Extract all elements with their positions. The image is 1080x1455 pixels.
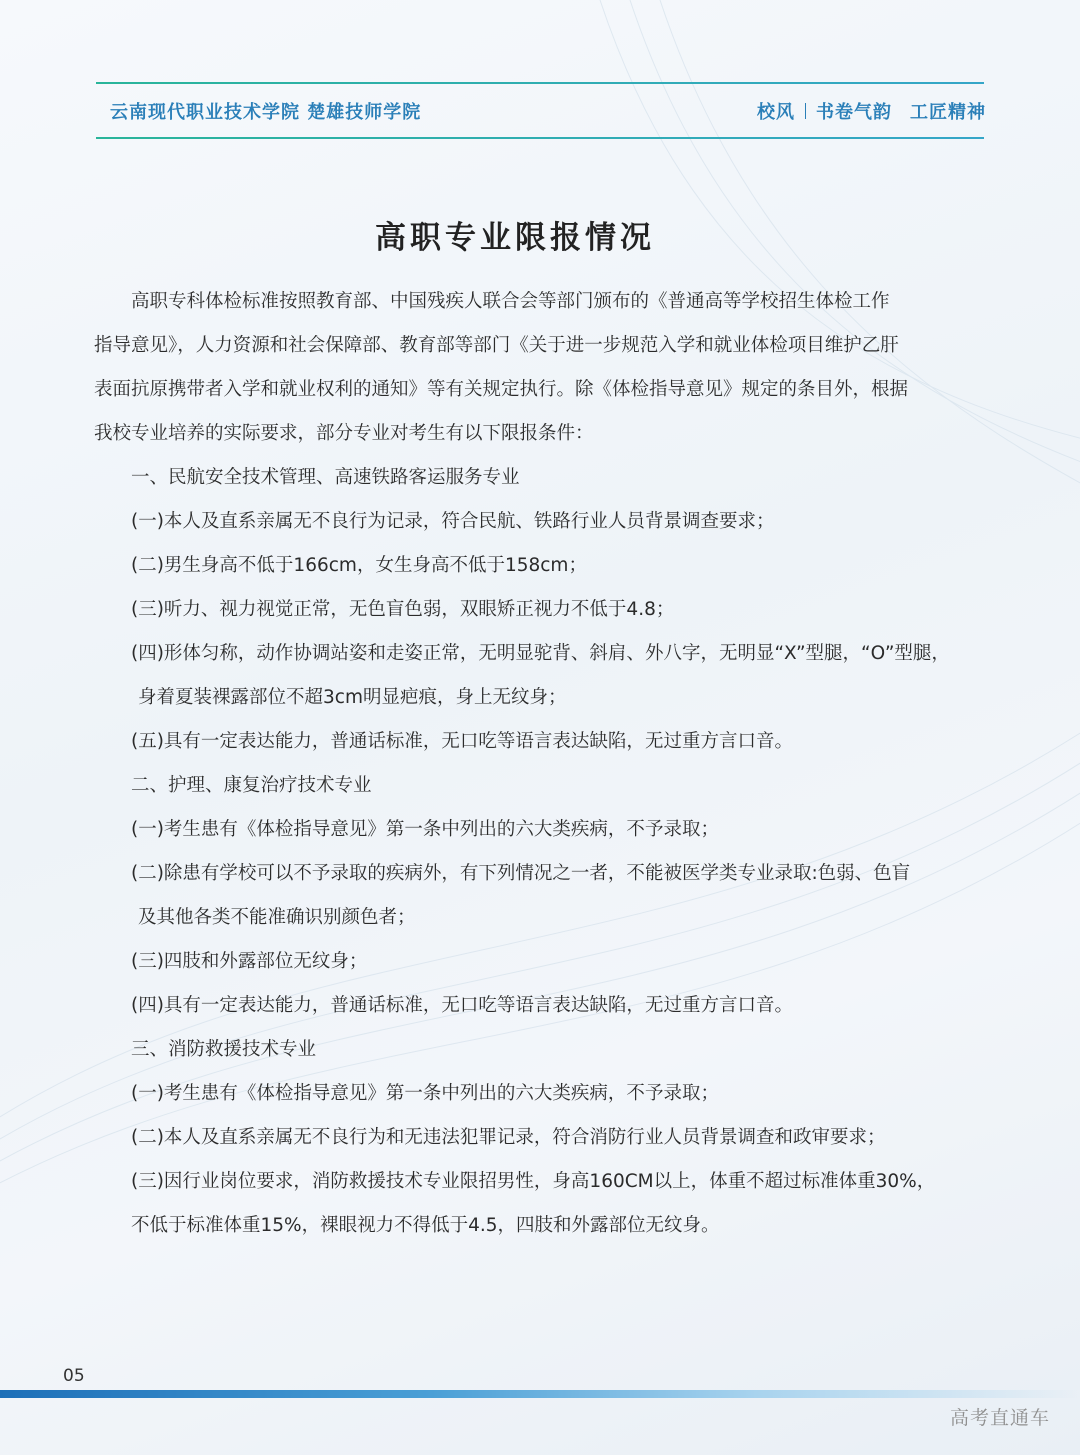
list-item-continuation: 不低于标准体重15%，裸眼视力不得低于4.5，四肢和外露部位无纹身。 (131, 1215, 720, 1236)
motto-separator (805, 103, 806, 119)
list-item: (二)除患有学校可以不予录取的疾病外，有下列情况之一者，不能被医学类专业录取:色弱、色盲 (131, 863, 911, 884)
motto-item: 校风 (757, 102, 795, 123)
section-heading: 二、护理、康复治疗技术专业 (131, 775, 372, 796)
header-school-name: 云南现代职业技术学院 楚雄技师学院 (110, 102, 422, 123)
list-item-continuation: 及其他各类不能准确识别颜色者； (138, 907, 416, 928)
section-heading: 三、消防救援技术专业 (131, 1039, 317, 1060)
list-item: (三)听力、视力视觉正常，无色盲色弱，双眼矫正视力不低于4.8； (131, 599, 675, 620)
intro-line: 我校专业培养的实际要求，部分专业对考生有以下限报条件： (94, 423, 594, 444)
footer-gradient-bar (0, 1390, 1080, 1398)
header-motto (757, 98, 986, 124)
list-item-continuation: 身着夏装裸露部位不超3cm明显疤痕，身上无纹身； (138, 687, 567, 708)
list-item: (四)形体匀称，动作协调站姿和走姿正常，无明显驼背、斜肩、外八字，无明显“X”型腿，“O”型腿， (131, 643, 950, 664)
list-item: (一)考生患有《体检指导意见》第一条中列出的六大类疾病，不予录取； (131, 1083, 719, 1104)
intro-line: 指导意见》，人力资源和社会保障部、教育部等部门《关于进一步规范入学和就业体检项目维护乙肝 (94, 335, 899, 356)
document-body (94, 280, 984, 1248)
intro-line: 表面抗原携带者入学和就业权利的通知》等有关规定执行。除《体检指导意见》规定的条目外，根据 (94, 379, 909, 400)
section-heading: 一、民航安全技术管理、高速铁路客运服务专业 (131, 467, 520, 488)
page-title: 高职专业限报情况 (375, 220, 655, 256)
motto-item: 工匠精神 (910, 102, 986, 123)
list-item: (二)男生身高不低于166cm，女生身高不低于158cm； (131, 555, 587, 576)
list-item: (一)考生患有《体检指导意见》第一条中列出的六大类疾病，不予录取； (131, 819, 719, 840)
header-top-line (96, 82, 984, 84)
intro-line: 高职专科体检标准按照教育部、中国残疾人联合会等部门颁布的《普通高等学校招生体检工作 (131, 291, 890, 312)
list-item: (三)四肢和外露部位无纹身； (131, 951, 368, 972)
list-item: (五)具有一定表达能力，普通话标准，无口吃等语言表达缺陷，无过重方言口音。 (131, 731, 793, 752)
watermark-text: 高考直通车 (949, 1407, 1050, 1429)
page-number: 05 (63, 1366, 85, 1386)
header-bottom-line (96, 137, 984, 139)
list-item: (一)本人及直系亲属无不良行为记录，符合民航、铁路行业人员背景调查要求； (131, 511, 775, 532)
list-item: (二)本人及直系亲属无不良行为和无违法犯罪记录，符合消防行业人员背景调查和政审要求； (131, 1127, 886, 1148)
list-item: (四)具有一定表达能力，普通话标准，无口吃等语言表达缺陷，无过重方言口音。 (131, 995, 793, 1016)
list-item: (三)因行业岗位要求，消防救援技术专业限招男性，身高160CM以上，体重不超过标准体重30%， (131, 1171, 936, 1192)
motto-item: 书卷气韵 (816, 102, 892, 123)
